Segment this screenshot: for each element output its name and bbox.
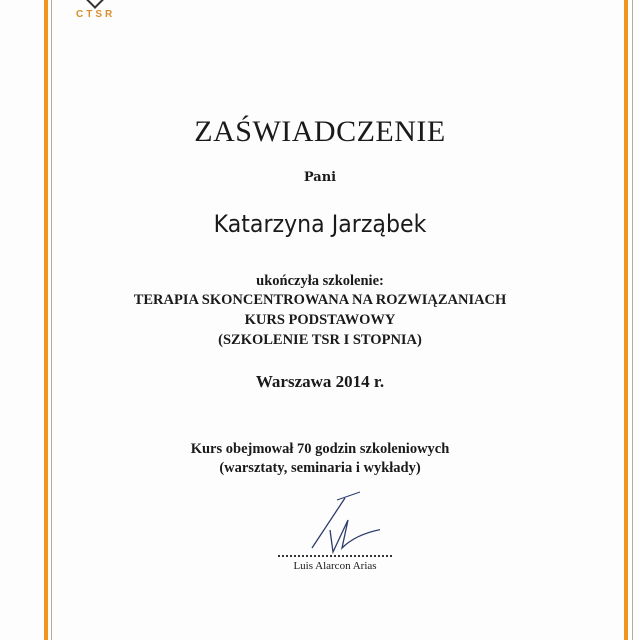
- course-line: (SZKOLENIE TSR I STOPNIA): [218, 332, 422, 348]
- hours-line: (warsztaty, seminaria i wykłady): [219, 460, 421, 476]
- place-date: Warszawa 2014 r.: [255, 372, 385, 391]
- signer-name: Luis Alarcon Arias: [293, 560, 377, 572]
- signature-icon: [290, 490, 380, 560]
- completed-label: ukończyła szkolenie:: [256, 273, 384, 289]
- salutation: Pani: [303, 170, 337, 185]
- course-line: TERAPIA SKONCENTROWANA NA ROZWIĄZANIACH: [133, 292, 507, 308]
- course-line: KURS PODSTAWOWY: [244, 312, 396, 328]
- certificate-title: ZAŚWIADCZENIE: [194, 115, 446, 148]
- logo-icon: [85, 0, 105, 9]
- logo-text: CTSR: [76, 9, 116, 20]
- recipient-name: Katarzyna Jarząbek: [213, 210, 427, 238]
- hours-line: Kurs obejmował 70 godzin szkoleniowych: [190, 441, 450, 457]
- signature-line: [278, 555, 392, 557]
